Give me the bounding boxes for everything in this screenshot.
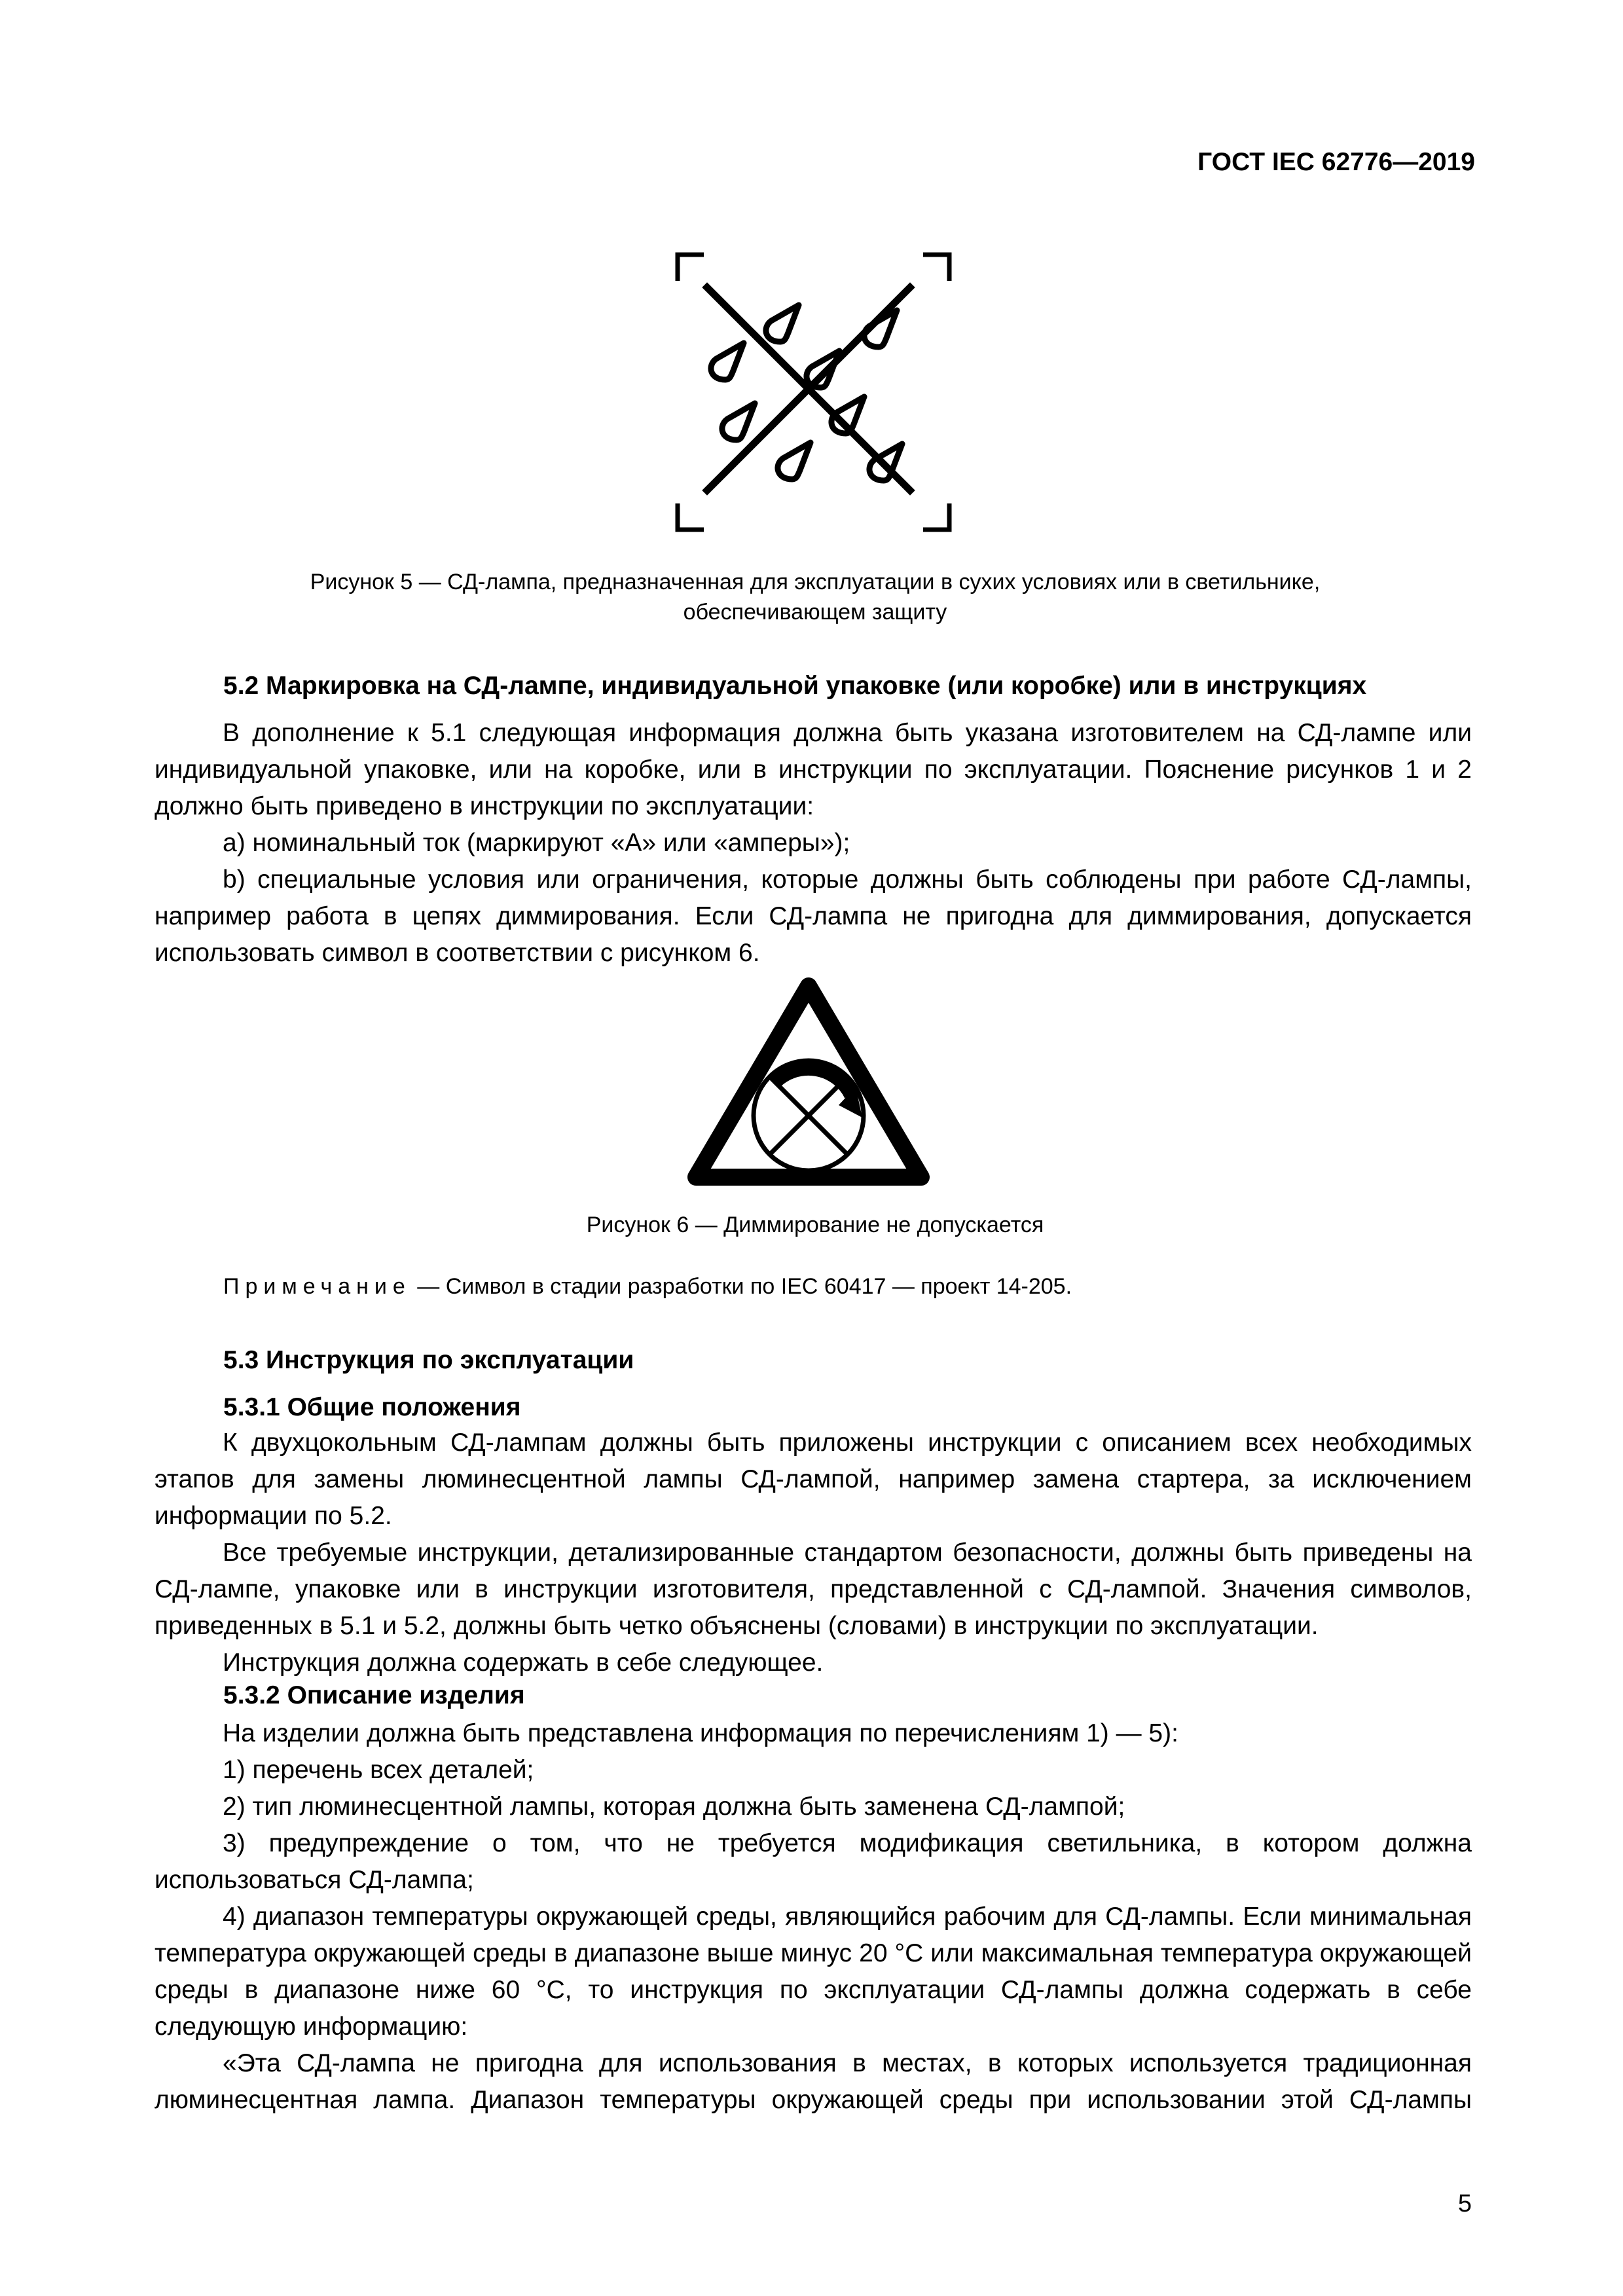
list-item-4: 4) диапазон температуры окружающей среды, являющийся рабочим для СД-лампы. Если минимальная температура окружающей среды в диапазоне выше минус 20 °С или максимальная температура окружающей среды в диапазоне ниже 60 °С, то инструкция по эксплуатации СД-лампы должна содержать в себе следующую информацию: [155,1903,1472,2041]
page-number: 5 [1457,2190,1472,2217]
section-5-3-heading: 5.3 Инструкция по эксплуатации [223,1346,634,1374]
note-text: — Символ в стадии разработки по IEC 60417 — проект 14-205. [410,1274,1072,1299]
figure-6-caption: Рисунок 6 — Диммирование не допускается [586,1212,1044,1237]
no-water-drops-icon [674,251,953,533]
section-5-3-1-paragraph-3: Инструкция должна содержать в себе следующее. [223,1649,824,1677]
quote-paragraph: «Эта СД-лампа не пригодна для использования в местах, в которых используется традиционная люминесцентная лампа. Диапазон температуры окружающей среды при использовании этой СД-лампы [155,2049,1472,2114]
section-5-2-paragraph: В дополнение к 5.1 следующая информация должна быть указана изготовителем на СД-лампе или индивидуальной упаковке, или на коробке, или в инструкции по эксплуатации. Пояснение рисунков 1 и 2 должно быть приведено в инструкции по эксплуатации: [155,719,1472,820]
section-5-3-1-heading: 5.3.1 Общие положения [223,1393,521,1421]
no-dimming-icon [684,977,933,1199]
list-item-1: 1) перечень всех деталей; [223,1756,534,1784]
note [223,1274,1072,1300]
document-header: ГОСТ IEC 62776—2019 [1197,148,1475,176]
list-item-2: 2) тип люминесцентной лампы, которая должна быть заменена СД-лампой; [223,1793,1125,1821]
list-item-3: 3) предупреждение о том, что не требуется модификация светильника, в котором должна использоваться СД-лампа; [155,1829,1472,1894]
section-5-3-2-heading: 5.3.2 Описание изделия [223,1681,525,1709]
section-5-3-2-intro: На изделии должна быть представлена информация по перечислениям 1) — 5): [223,1719,1178,1747]
list-item-a: а) номинальный ток (маркируют «А» или «амперы»); [223,829,850,857]
section-5-3-1-paragraph-2: Все требуемые инструкции, детализированные стандартом безопасности, должны быть приведены на СД-лампе, упаковке или в инструкции изготовителя, представленной с СД-лампой. Значения символов, приведенных в 5.1 и 5.2, должны быть четко объяснены (словами) в инструкции по эксплуатации. [155,1539,1472,1640]
list-item-b: b) специальные условия или ограничения, которые должны быть соблюдены при работе СД-лампы, например работа в цепях диммирования. Если СД-лампа не пригодна для диммирования, допускается использовать символ в соответствии с рисунком 6. [155,866,1472,967]
figure-5-caption: Рисунок 5 — СД-лампа, предназначенная для эксплуатации в сухих условиях или в светильнике, обеспечивающем защиту [310,570,1321,625]
section-5-3-1-paragraph-1: К двухцокольным СД-лампам должны быть приложены инструкции с описанием всех необходимых этапов для замены люминесцентной лампы СД-лампой, например замена стартера, за исключением информации по 5.2. [155,1429,1472,1530]
section-5-2-heading: 5.2 Маркировка на СД-лампе, индивидуальной упаковке (или коробке) или в инструкциях [223,672,1367,700]
note-label: Примечание [223,1274,411,1299]
